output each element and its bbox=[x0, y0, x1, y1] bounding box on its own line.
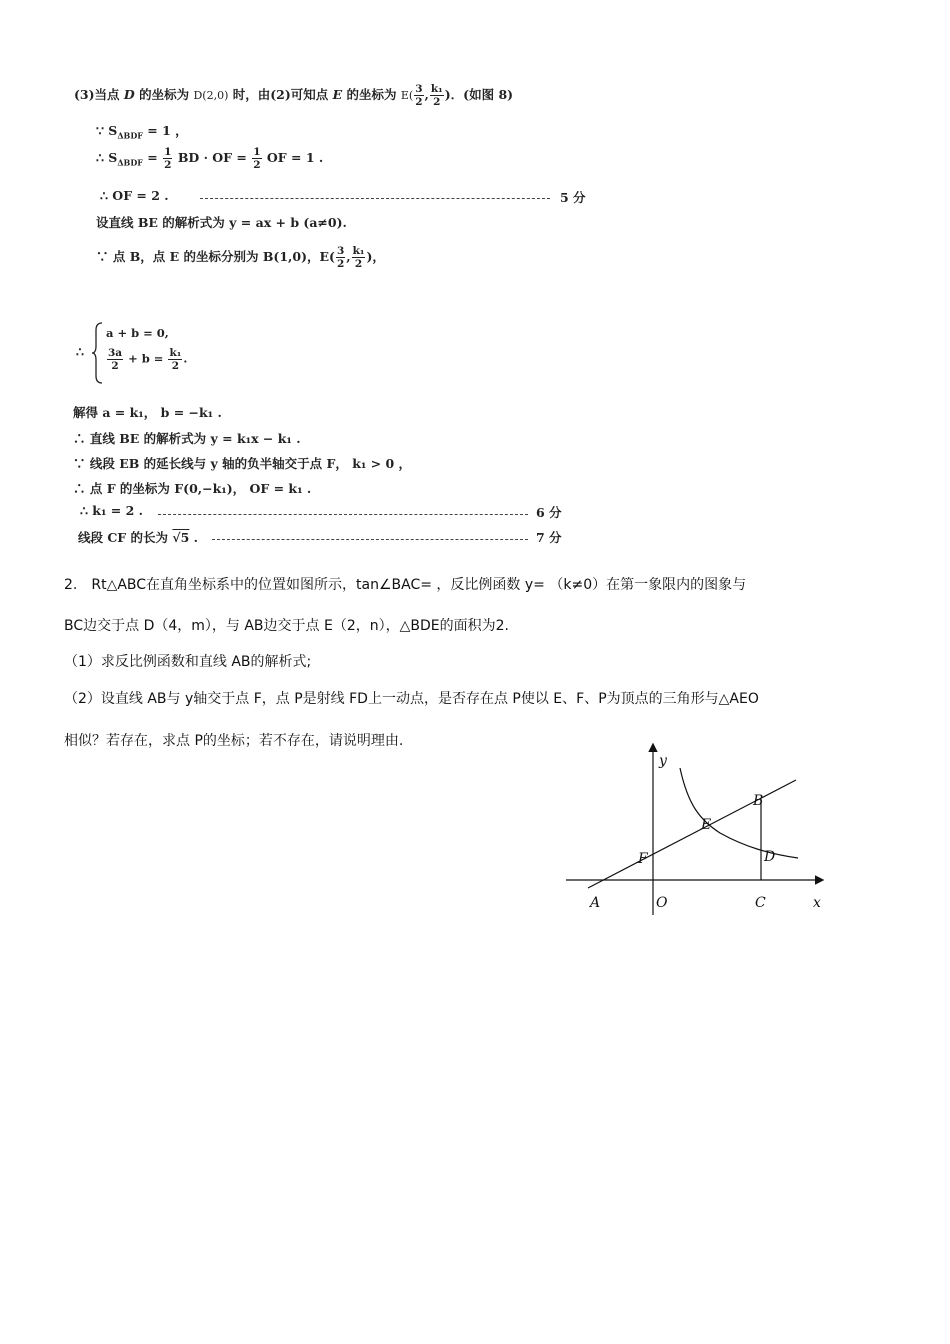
solution-line-4: ∴ OF = 2 . bbox=[100, 188, 169, 203]
solution-line-8: ∴ 直线 BE 的解析式为 y = k₁x − k₁ . bbox=[73, 431, 301, 446]
label-d: D bbox=[764, 849, 776, 865]
solution-line-12: 线段 CF 的长为 √5 . bbox=[78, 530, 199, 545]
label-a: A bbox=[590, 895, 601, 911]
fraction: $\frac{1}{2}$ bbox=[164, 146, 172, 171]
problem-2-question-2: （2）设直线 AB与 y轴交于点 F，点 P是射线 FD上一动点，是否存在点 P使以 E、F、P为顶点的三角形与△AEO bbox=[64, 691, 759, 707]
problem-2-line-1: 2. Rt△ABC在直角坐标系中的位置如图所示，tan∠BAC= ，反比例函数 y= （k≠0）在第一象限内的图象与 bbox=[64, 577, 747, 593]
solution-line-7: 解得 a = k₁， b = −k₁ . bbox=[73, 405, 222, 420]
system-row-2: $\frac{3a}{2}$ + b = $\frac{\text{k₁}}{2}$ . bbox=[108, 347, 188, 372]
fraction: $\frac{\text{k₁}}{2}$ bbox=[430, 83, 443, 108]
score-6: 6 分 bbox=[536, 505, 562, 520]
system-row-1: a + b = 0, bbox=[106, 326, 169, 340]
dotted-leader bbox=[200, 198, 550, 199]
fraction: $\frac{\text{k₁}}{2}$ bbox=[352, 245, 365, 270]
solution-line-3: ∴ $S_{\Delta BDF}$ = $\frac{1}{2}$ BD · OF = $\frac{1}{2}$ OF = 1 . bbox=[96, 146, 324, 171]
problem-2-line-2: BC边交于点 D（4，m），与 AB边交于点 E（2，n），△BDE的面积为2. bbox=[64, 618, 509, 634]
brace-icon bbox=[92, 322, 104, 384]
dotted-leader bbox=[212, 539, 528, 540]
problem-2-question-1: （1）求反比例函数和直线 AB的解析式; bbox=[64, 654, 312, 670]
label-f: F bbox=[638, 851, 648, 867]
fraction: $\frac{3a}{2}$ bbox=[108, 347, 123, 372]
fraction: $\frac{\text{k₁}}{2}$ bbox=[169, 347, 182, 372]
score-5: 5 分 bbox=[560, 190, 586, 205]
label-y: y bbox=[659, 753, 667, 769]
solution-line-10: ∴ 点 F 的坐标为 F(0,−k₁)， OF = k₁ . bbox=[73, 481, 312, 496]
label-x: x bbox=[813, 895, 821, 911]
score-7: 7 分 bbox=[536, 530, 562, 545]
solution-line-2: ∵ $S_{\Delta BDF} = 1$ ， bbox=[96, 123, 188, 141]
fraction: $\frac{1}{2}$ bbox=[253, 146, 261, 171]
label-o: O bbox=[656, 895, 668, 911]
label-e: E bbox=[701, 817, 712, 833]
therefore-symbol: ∴ bbox=[76, 344, 84, 359]
solution-line-1: (3)当点 D 的坐标为 D(2,0) 时，由(2)可知点 E 的坐标为 E( $\frac{3}{2}$ , $\frac{\text{k₁}}{2}$ )．(如图 8) bbox=[74, 83, 514, 108]
solution-line-11: ∴ k₁ = 2 . bbox=[80, 503, 144, 518]
label-c: C bbox=[755, 895, 766, 911]
fraction: $\frac{3}{2}$ bbox=[336, 245, 345, 270]
solution-line-9: ∵ 线段 EB 的延长线与 y 轴的负半轴交于点 F， k₁ > 0 ， bbox=[73, 456, 412, 471]
solution-line-5: 设直线 BE 的解析式为 y = ax + b (a≠0). bbox=[96, 215, 347, 230]
coordinate-figure bbox=[560, 735, 840, 925]
dotted-leader bbox=[158, 514, 528, 515]
hyperbola-curve bbox=[680, 768, 798, 858]
problem-2-line-5: 相似？若存在，求点 P的坐标；若不存在，请说明理由. bbox=[64, 733, 404, 749]
solution-line-6: ∵ 点 B，点 E 的坐标分别为 B(1,0)，E( $\frac{3}{2}$ , $\frac{\text{k₁}}{2}$ )， bbox=[96, 245, 385, 270]
label-b: B bbox=[753, 793, 764, 809]
line-ab bbox=[588, 780, 796, 888]
fraction: $\frac{3}{2}$ bbox=[415, 83, 423, 108]
